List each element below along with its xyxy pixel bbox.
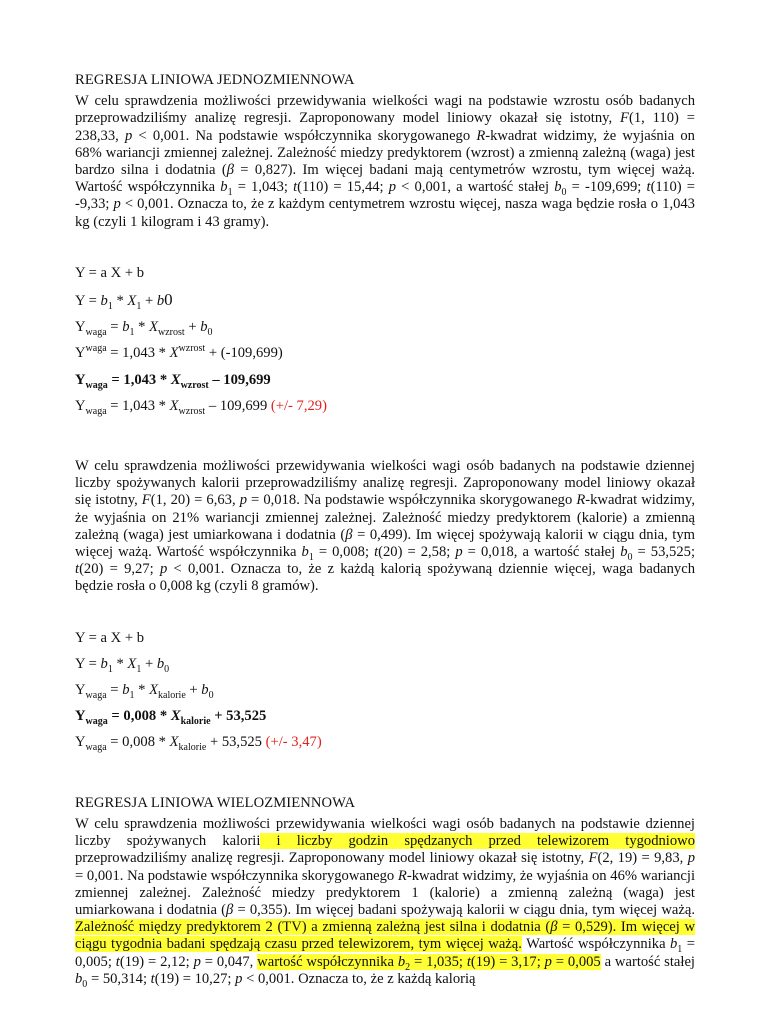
equation-named: $Y_{waga} = b_1 * X_{kalorie} + b_0$	[75, 682, 214, 701]
equation-with-error: $Y_{waga} = 0,008 * X_{kalorie} + 53,525$ (+/- 3,47)	[75, 734, 322, 754]
highlight-tv-hours: i liczby godzin spędzanych przed telewizorem tygodniowo	[260, 833, 695, 850]
highlight-b2-coefficient: wartość współczynnika $b_2 = 1,035$; t(19) = 3,17; p = 0,005	[257, 953, 601, 973]
paragraph-calories-regression: W celu sprawdzenia możliwości przewidywania wielkości wagi osób badanych na podstawie dziennej liczby spożywanych kalorii przeprowadziliśmy analizę regresji. Zaproponowany model liniowy okazał się istotny, F(1, 20) = 6,63, p = 0,018. Na podstawie współczynnika skorygowanego R-kwadrat widzimy, że wyjaśnia on 21% wariancji zmiennej zależnej. Zależność miedzy predyktorem (kalorie) a zmienną zależną (waga) jest umiarkowana i dodatnia (β = 0,499). Im więcej spożywają kalorii w ciągu dnia, tym więcej ważą. Wartość współczynnika $b_1 = 0,008$; t(20) = 2,58; p = 0,018, a wartość stałej $b_0 = 53,525$; t(20) = 9,27; p < 0,001. Oznacza to, że z każdą kalorią spożywaną dziennie więcej, waga badanych będzie rosła o 0,008 kg (czyli 8 gramów).	[75, 458, 695, 595]
equation-general: Y = a X + b	[75, 264, 145, 281]
standard-error: (+/- 7,29)	[270, 397, 327, 414]
equation-coefficients: $Y = b_1 * X_1 + b0$	[75, 290, 173, 312]
paragraph-height-regression: W celu sprawdzenia możliwości przewidywania wielkości wagi na podstawie wzrostu osób badanych przeprowadziliśmy analizę regresji. Zaproponowany model liniowy okazał się istotny, F(1, 110) = 238,33, p < 0,001. Na podstawie współczynnika skorygowanego R-kwadrat widzimy, że wyjaśnia on 68% wariancji zmiennej zależnej. Zależność miedzy predyktorem (wzrost) a zmienną zależną (waga) jest bardzo silna i dodatnia (β = 0,827). Im więcej badani mają centymetrów wzrostu, tym więcej ważą. Wartość współczynnika $b_1 = 1,043$; t(110) = 15,44; p < 0,001, a wartość stałej $b_0 = -109,699$; t(110) = -9,33; p < 0,001. Oznacza to, że z każdym centymetrem wzrostu więcej, nasza waga będzie rosła o 1,043 kg (czyli 1 kilogram i 43 gramy).	[75, 93, 696, 230]
equation-general: Y = a X + b	[75, 629, 145, 646]
document-page	[75, 72, 695, 988]
standard-error: (+/- 3,47)	[265, 734, 322, 751]
equations-calories	[75, 630, 695, 752]
section-heading-simple-regression: REGRESJA LINIOWA JEDNOZMIENNOWA	[75, 72, 355, 88]
equation-values: $Y^{waga} = 1,043 * X^{wzrost} + (-109,699)$	[75, 343, 283, 362]
section-heading-multiple-regression: REGRESJA LINIOWA WIELOZMIENNOWA	[75, 794, 356, 811]
highlight-tv-predictor: Zależność między predyktorem 2 (TV) a zmienną zależną jest silna i dodatnia (β = 0,529). Im więcej w ciągu tygodnia badani spędzają czasu przed telewizorem, tym więcej ważą.	[75, 919, 695, 953]
equations-height	[75, 265, 695, 415]
equation-final-bold: $Y_{waga} = 0,008 * X_{kalorie} + 53,525$	[75, 708, 267, 728]
equation-final-bold: $Y_{waga} = 1,043 * X_{wzrost} - 109,699$	[75, 371, 271, 391]
equation-with-error: $Y_{waga} = 1,043 * X_{wzrost} - 109,699$ (+/- 7,29)	[75, 397, 327, 417]
paragraph-multiple-regression: W celu sprawdzenia możliwości przewidywania wielkości wagi osób badanych na podstawie dziennej liczby spożywanych kalorii i liczby godzin spędzanych przed telewizorem tygodniowo przeprowadziliśmy analizę regresji. Zaproponowany model liniowy okazał się istotny, F(2, 19) = 9,83, p = 0,001. Na podstawie współczynnika skorygowanego R-kwadrat widzimy, że wyjaśnia on 46% wariancji zmiennej zależnej. Zależność miedzy predyktorem 1 (kalorie) a zmienną zależną (waga) jest umiarkowana i dodatnia (β = 0,355). Im więcej badani spożywają kalorii w ciągu dnia, tym więcej ważą. Zależność między predyktorem 2 (TV) a zmienną zależną jest silna i dodatnia (β = 0,529). Im więcej w ciągu tygodnia badani spędzają czasu przed telewizorem, tym więcej ważą. Wartość współczynnika $b_1 = 0,005$; t(19) = 2,12; p = 0,047, wartość współczynnika $b_2 = 1,035$; t(19) = 3,17; p = 0,005 a wartość stałej $b_0 = 50,314$; t(19) = 10,27; p < 0,001. Oznacza to, że z każdą kalorią	[75, 815, 695, 990]
equation-coefficients: $Y = b_1 * X_1 + b_0$	[75, 655, 170, 675]
equation-named: $Y_{waga} = b_1 * X_{wzrost} + b_0$	[75, 319, 213, 339]
